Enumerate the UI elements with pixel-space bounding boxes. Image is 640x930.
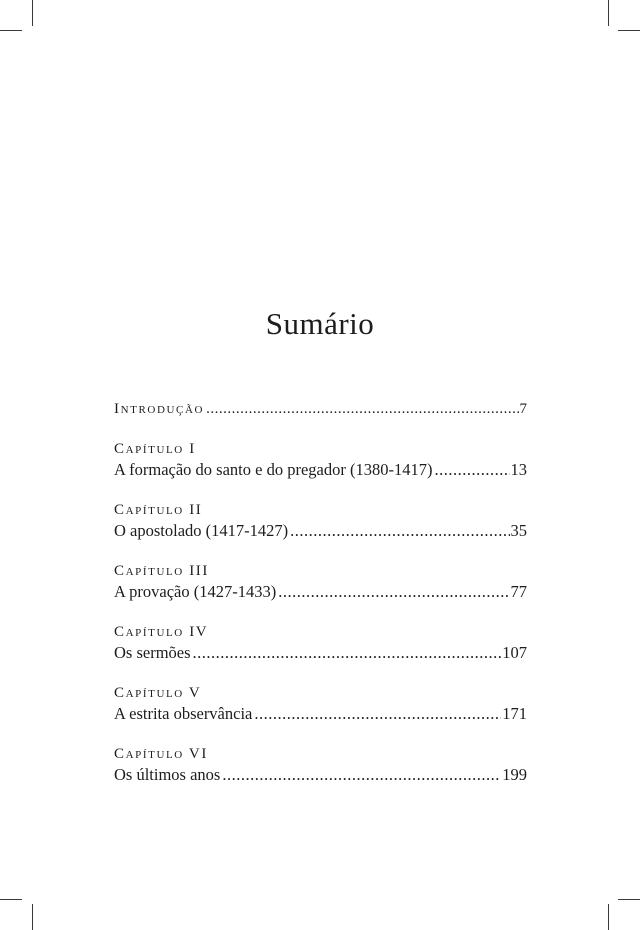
toc-row bbox=[114, 400, 527, 418]
page-title: Sumário bbox=[265, 306, 375, 341]
page-number: 35 bbox=[510, 521, 527, 540]
chapter-label: Capítulo IV bbox=[114, 624, 209, 640]
page-number: 199 bbox=[502, 765, 527, 784]
page-number: 107 bbox=[502, 643, 527, 662]
crop-mark-top-right-vertical bbox=[608, 0, 609, 26]
dot-leader bbox=[254, 705, 501, 723]
toc-row bbox=[114, 705, 527, 723]
toc-row bbox=[114, 583, 527, 601]
crop-mark-bottom-right-horizontal bbox=[618, 899, 640, 900]
introduction-label: Introdução bbox=[114, 401, 205, 417]
dot-leader bbox=[206, 400, 518, 418]
page-number: 77 bbox=[510, 582, 527, 601]
chapter-label: Capítulo II bbox=[114, 502, 203, 518]
crop-mark-bottom-left-vertical bbox=[32, 904, 33, 930]
chapter-title: A formação do santo e do pregador (1380-1417) bbox=[114, 460, 433, 479]
toc-entry-chapter-4 bbox=[114, 621, 527, 662]
chapter-label: Capítulo V bbox=[114, 685, 202, 701]
chapter-label: Capítulo VI bbox=[114, 746, 208, 762]
crop-mark-top-left-horizontal bbox=[0, 30, 22, 31]
toc-entry-chapter-3 bbox=[114, 560, 527, 601]
chapter-title: Os últimos anos bbox=[114, 765, 221, 784]
toc-entry-chapter-6 bbox=[114, 743, 527, 784]
toc-row bbox=[114, 766, 527, 784]
toc-entry-chapter-1 bbox=[114, 438, 527, 479]
crop-mark-top-right-horizontal bbox=[618, 30, 640, 31]
dot-leader bbox=[278, 583, 509, 601]
chapter-label: Capítulo III bbox=[114, 563, 209, 579]
chapter-title: A estrita observância bbox=[114, 704, 253, 723]
toc-row bbox=[114, 522, 527, 540]
page-number: 7 bbox=[519, 401, 527, 417]
toc-row bbox=[114, 644, 527, 662]
dot-leader bbox=[222, 766, 501, 784]
crop-mark-bottom-left-horizontal bbox=[0, 899, 22, 900]
page-number: 171 bbox=[502, 704, 527, 723]
chapter-title: O apostolado (1417-1427) bbox=[114, 521, 289, 540]
dot-leader bbox=[290, 522, 509, 540]
dot-leader bbox=[434, 461, 509, 479]
chapter-title: Os sermões bbox=[114, 643, 191, 662]
chapter-title: A provação (1427-1433) bbox=[114, 582, 277, 601]
toc-entry-chapter-2 bbox=[114, 499, 527, 540]
toc-row bbox=[114, 461, 527, 479]
crop-mark-bottom-right-vertical bbox=[608, 904, 609, 930]
toc-entry-chapter-5 bbox=[114, 682, 527, 723]
dot-leader bbox=[193, 644, 502, 662]
table-of-contents bbox=[114, 400, 527, 804]
page-number: 13 bbox=[510, 460, 527, 479]
crop-mark-top-left-vertical bbox=[32, 0, 33, 26]
chapter-label: Capítulo I bbox=[114, 441, 196, 457]
toc-entry-introduction bbox=[114, 400, 527, 418]
